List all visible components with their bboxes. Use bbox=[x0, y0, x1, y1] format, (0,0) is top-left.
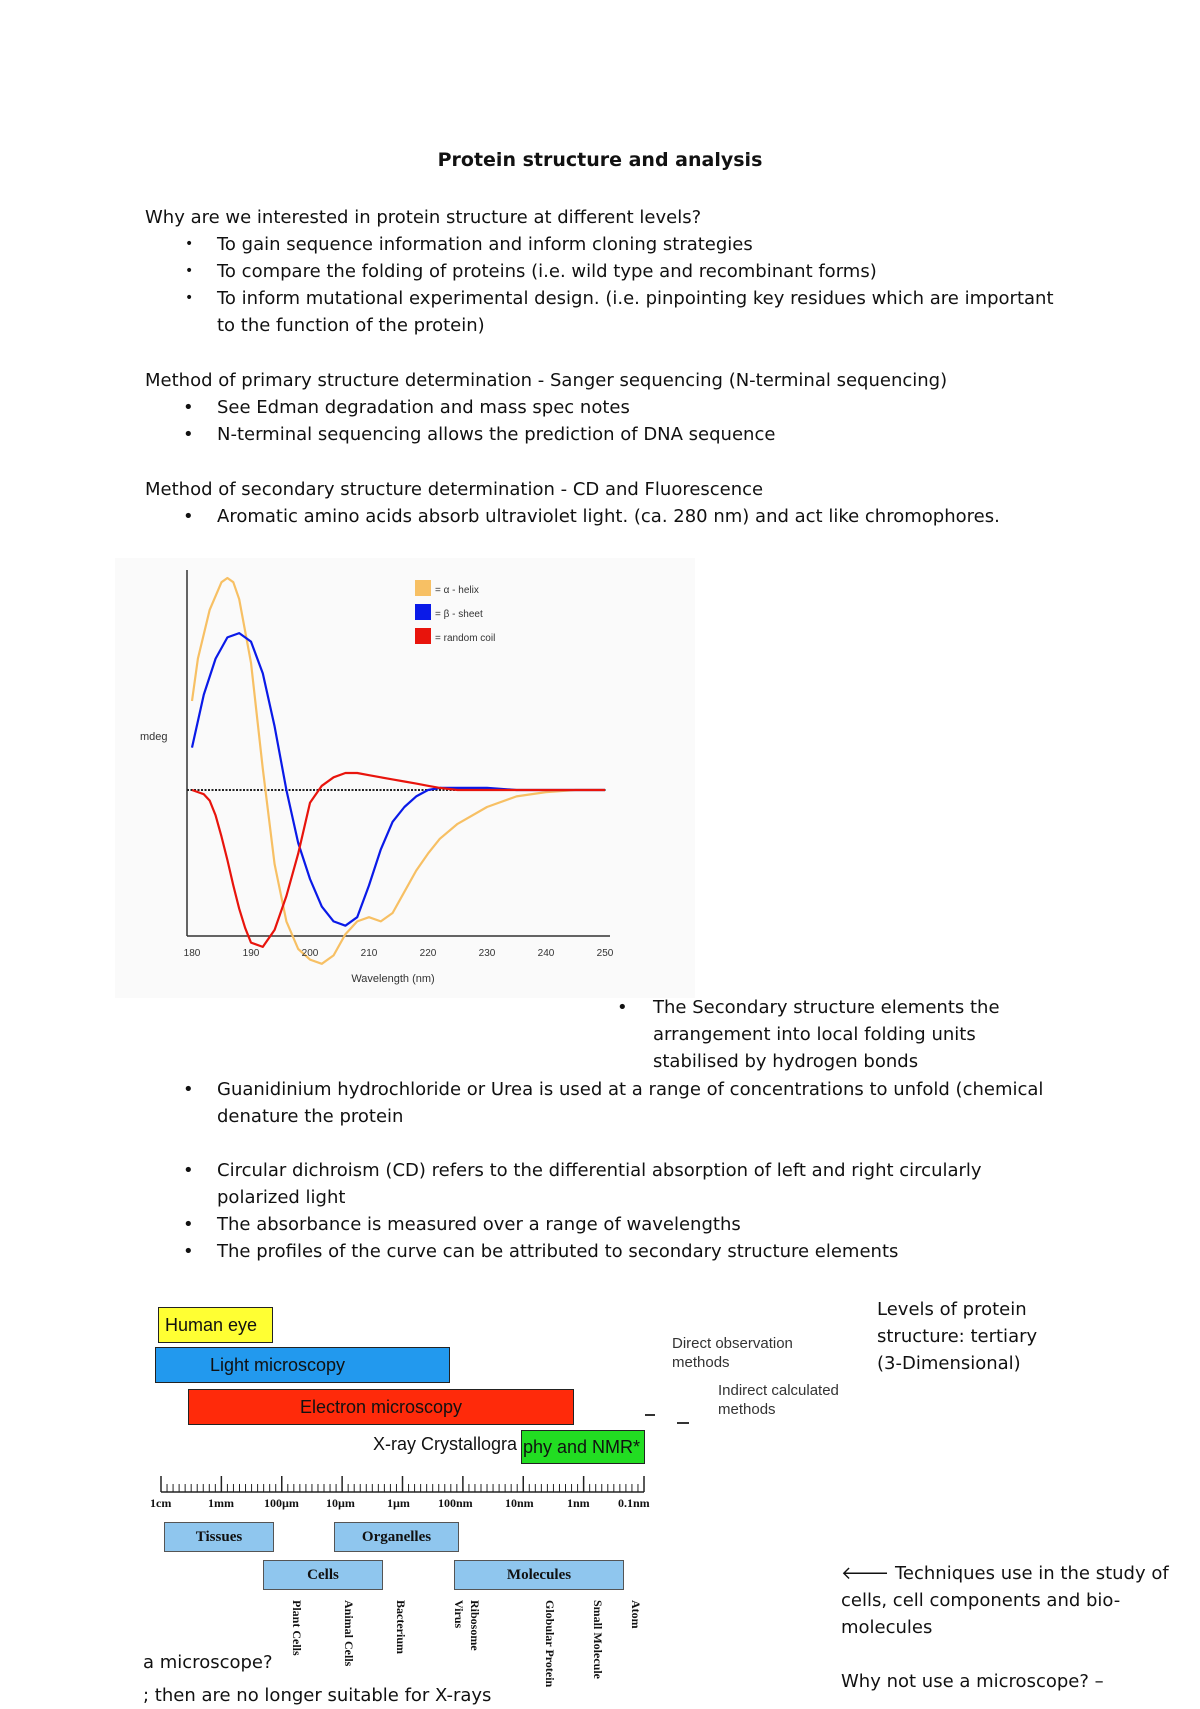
scale-label: 0.1nm bbox=[618, 1496, 650, 1510]
levels-note-line-2: structure: tertiary bbox=[877, 1326, 1038, 1347]
x-tick-label: 210 bbox=[360, 948, 378, 959]
scale-label: 1µm bbox=[387, 1496, 410, 1510]
bar-light-microscopy bbox=[155, 1347, 450, 1383]
techniques-note-line-3: molecules bbox=[841, 1617, 933, 1638]
techniques-note-line-2: cells, cell components and bio- bbox=[841, 1590, 1121, 1611]
legend-label: = α - helix bbox=[435, 585, 479, 596]
item-bacterium: Bacterium bbox=[394, 1600, 408, 1654]
legend-label: = random coil bbox=[435, 633, 496, 644]
side-bullet-line-3: stabilised by hydrogen bonds bbox=[653, 1051, 919, 1072]
legend-swatch bbox=[415, 580, 431, 596]
bullet-glyph: • bbox=[183, 424, 194, 445]
legend-indirect: Indirect calculated methods bbox=[718, 1382, 839, 1418]
scale-label: 1cm bbox=[150, 1496, 172, 1510]
box-organelles: Organelles bbox=[334, 1522, 459, 1552]
y-axis-label: mdeg bbox=[140, 731, 168, 743]
x-tick-label: 240 bbox=[537, 948, 555, 959]
bar-xray-nmr bbox=[521, 1430, 645, 1464]
scale-label: 1mm bbox=[208, 1496, 234, 1510]
bullet-glyph: • bbox=[183, 1079, 194, 1100]
techniques-note-line-1: 🡐 Techniques use in the study of bbox=[841, 1563, 1169, 1584]
primary-heading: Method of primary structure determination - Sanger sequencing (N-terminal sequencing) bbox=[145, 370, 948, 391]
bullet-glyph: • bbox=[617, 997, 628, 1018]
more-bullet-1-line-1: Guanidinium hydrochloride or Urea is used at a range of concentrations to unfold (chemical bbox=[217, 1079, 1044, 1100]
item-atom: Atom bbox=[629, 1600, 643, 1629]
bullet-glyph: • bbox=[183, 1160, 194, 1181]
legend-dash-2 bbox=[677, 1422, 689, 1424]
bar-light-microscopy-label: Light microscopy bbox=[210, 1354, 346, 1375]
scale-label: 100nm bbox=[438, 1496, 473, 1510]
box-molecules: Molecules bbox=[454, 1560, 624, 1590]
x-tick-label: 190 bbox=[242, 948, 260, 959]
x-tick-label: 200 bbox=[301, 948, 319, 959]
item-globular-protein: Globular Protein bbox=[543, 1600, 557, 1688]
intro-bullet-2: To compare the folding of proteins (i.e. wild type and recombinant forms) bbox=[217, 261, 877, 282]
item-animal-cells: Animal Cells bbox=[342, 1600, 356, 1667]
x-tick-label: 220 bbox=[419, 948, 437, 959]
more-bullet-2-line-1: Circular dichroism (CD) refers to the differential absorption of left and right circularly bbox=[217, 1160, 982, 1181]
legend-swatch bbox=[415, 604, 431, 620]
levels-note-line-1: Levels of protein bbox=[877, 1299, 1027, 1320]
more-bullet-4: The profiles of the curve can be attributed to secondary structure elements bbox=[217, 1241, 899, 1262]
bullet-glyph: • bbox=[183, 506, 194, 527]
scale-label: 100µm bbox=[264, 1496, 299, 1510]
more-bullet-2-line-2: polarized light bbox=[217, 1187, 346, 1208]
bar-human-eye bbox=[158, 1307, 273, 1343]
legend-label: = β - sheet bbox=[435, 609, 483, 620]
xray-label-plain: X-ray Crystallogra bbox=[373, 1434, 518, 1454]
box-tissues: Tissues bbox=[164, 1522, 274, 1552]
bar-xray-nmr-label: phy and NMR* bbox=[523, 1436, 641, 1457]
legend-swatch bbox=[415, 628, 431, 644]
x-axis-label: Wavelength (nm) bbox=[351, 973, 435, 985]
bar-electron-microscopy-label: Electron microscopy bbox=[299, 1396, 463, 1417]
more-bullet-3: The absorbance is measured over a range of wavelengths bbox=[217, 1214, 741, 1235]
levels-note-line-3: (3-Dimensional) bbox=[877, 1353, 1021, 1374]
bar-electron-microscopy bbox=[188, 1389, 574, 1425]
bullet-glyph: • bbox=[185, 263, 194, 279]
bullet-glyph: • bbox=[183, 397, 194, 418]
legend-direct: Direct observation methods bbox=[672, 1335, 793, 1371]
item-virus: Virus bbox=[452, 1600, 466, 1629]
intro-bullet-3-cont: to the function of the protein) bbox=[217, 315, 485, 336]
item-small-molecule: Small Molecule bbox=[591, 1600, 605, 1679]
legend-dash-1 bbox=[645, 1414, 655, 1416]
secondary-heading: Method of secondary structure determination - CD and Fluorescence bbox=[145, 479, 764, 500]
intro-question: Why are we interested in protein structure at different levels? bbox=[145, 207, 702, 228]
x-tick-label: 250 bbox=[596, 948, 614, 959]
bullet-glyph: • bbox=[185, 290, 194, 306]
bar-human-eye-label: Human eye bbox=[165, 1314, 258, 1335]
bullet-glyph: • bbox=[183, 1241, 194, 1262]
page-title: Protein structure and analysis bbox=[437, 149, 763, 171]
side-bullet-line-1: The Secondary structure elements the bbox=[653, 997, 1000, 1018]
bullet-glyph: • bbox=[185, 236, 194, 252]
x-tick-label: 180 bbox=[183, 948, 201, 959]
item-plant-cells: Plant Cells bbox=[290, 1600, 304, 1656]
scale-label: 10nm bbox=[505, 1496, 534, 1510]
side-bullet-line-2: arrangement into local folding units bbox=[653, 1024, 976, 1045]
scale-label: 1nm bbox=[567, 1496, 590, 1510]
box-cells: Cells bbox=[263, 1560, 383, 1590]
intro-bullet-3: To inform mutational experimental design. (i.e. pinpointing key residues which are important bbox=[217, 288, 1054, 309]
intro-bullet-1: To gain sequence information and inform cloning strategies bbox=[217, 234, 753, 255]
secondary-bullet-1: Aromatic amino acids absorb ultraviolet light. (ca. 280 nm) and act like chromophores. bbox=[217, 506, 1000, 527]
primary-bullet-1: See Edman degradation and mass spec notes bbox=[217, 397, 630, 418]
why-not-microscope: Why not use a microscope? – bbox=[841, 1671, 1104, 1692]
x-tick-label: 230 bbox=[478, 948, 496, 959]
item-ribosome: Ribosome bbox=[468, 1600, 482, 1651]
cd-spectrum-chart bbox=[115, 558, 695, 998]
primary-bullet-2: N-terminal sequencing allows the prediction of DNA sequence bbox=[217, 424, 776, 445]
bullet-glyph: • bbox=[183, 1214, 194, 1235]
more-bullet-1-line-2: denature the protein bbox=[217, 1106, 404, 1127]
cut-text-left-1: a microscope? bbox=[143, 1652, 273, 1673]
scale-label: 10µm bbox=[326, 1496, 355, 1510]
cut-text-left-2: ; then are no longer suitable for X-rays bbox=[143, 1685, 492, 1706]
